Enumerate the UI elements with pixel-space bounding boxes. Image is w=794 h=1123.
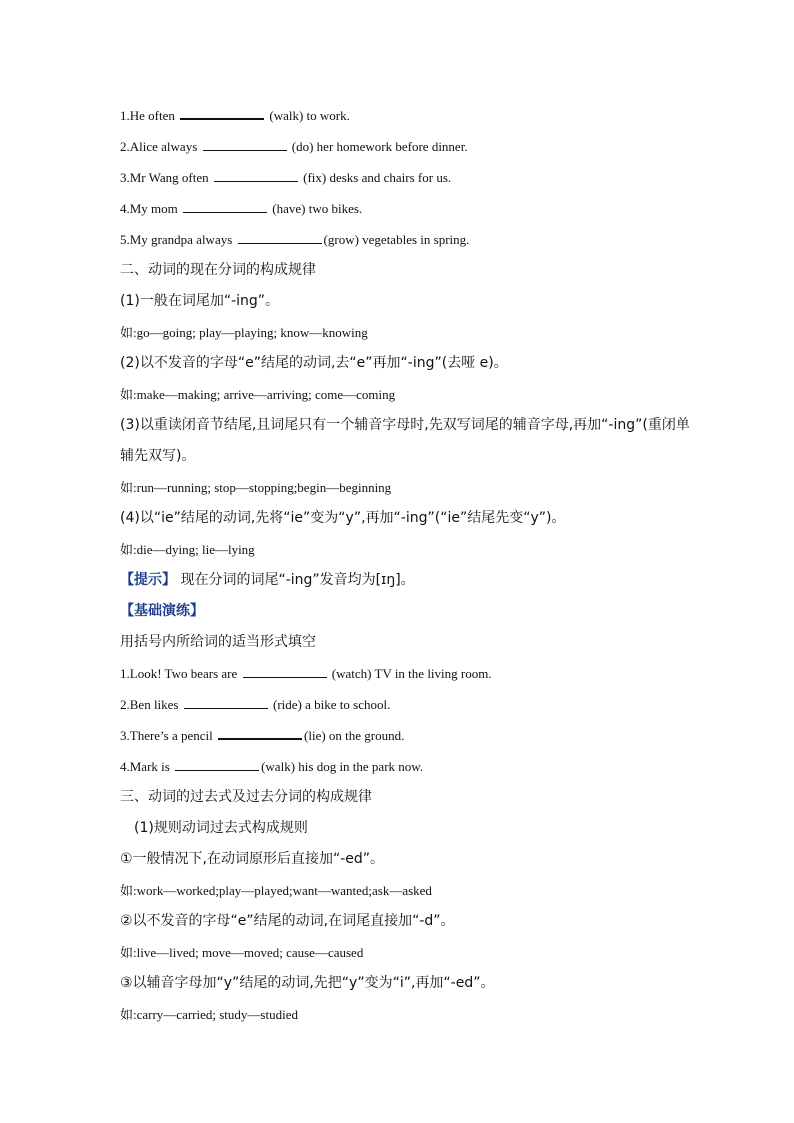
answer-blank[interactable]	[180, 105, 264, 120]
item-text: 4.Mark is	[120, 759, 174, 774]
example-text: 如:carry—carried; study—studied	[120, 1007, 298, 1022]
item-text: (watch) TV in the living room.	[328, 666, 492, 681]
exercise-item	[120, 689, 690, 720]
example-text: 如:run—running; stop—stopping;begin—beginning	[120, 480, 392, 495]
item-text: (grow) vegetables in spring.	[323, 232, 470, 247]
answer-blank[interactable]	[238, 230, 322, 244]
rule-text: (1)一般在词尾加“-ing”。	[120, 293, 280, 309]
tip-label: 【提示】	[120, 572, 176, 588]
answer-blank[interactable]	[203, 137, 287, 151]
rule-text: (4)以“ie”结尾的动词,先将“ie”变为“y”,再加“-ing”(“ie”结尾先变“y”)。	[120, 510, 566, 526]
exercise-item	[120, 224, 690, 255]
rule-text: ②以不发音的字母“e”结尾的动词,在词尾直接加“-d”。	[120, 913, 455, 929]
example-text: 如:go—going; play—playing; know—knowing	[120, 325, 368, 340]
example-text: 如:make—making; arrive—arriving; come—coming	[120, 387, 396, 402]
answer-blank[interactable]	[184, 695, 268, 709]
answer-blank[interactable]	[218, 725, 302, 740]
tip-line	[120, 565, 690, 596]
item-text: 4.My mom	[120, 201, 182, 216]
section-heading: 二、动词的现在分词的构成规律	[120, 262, 316, 278]
item-text: (do) her homework before dinner.	[288, 139, 468, 154]
exercise-item	[120, 162, 690, 193]
instruction: 用括号内所给词的适当形式填空	[120, 634, 316, 650]
item-text: 3.There’s a pencil	[120, 728, 217, 743]
item-text: 5.My grandpa always	[120, 232, 236, 247]
answer-blank[interactable]	[243, 664, 327, 678]
section-heading: 三、动词的过去式及过去分词的构成规律	[120, 789, 372, 805]
item-text: 1.He often	[120, 108, 179, 123]
example-text: 如:die—dying; lie—lying	[120, 542, 255, 557]
item-text: (have) two bikes.	[269, 201, 363, 216]
rule-text: ③以辅音字母加“y”结尾的动词,先把“y”变为“i”,再加“-ed”。	[120, 975, 495, 991]
item-text: (walk) to work.	[266, 108, 350, 123]
answer-blank[interactable]	[214, 168, 298, 182]
item-text: 2.Alice always	[120, 139, 201, 154]
answer-blank[interactable]	[175, 757, 259, 771]
item-text: 1.Look! Two bears are	[120, 666, 241, 681]
tip-text: 现在分词的词尾“-ing”发音均为[ɪŋ]。	[176, 572, 415, 588]
practice-label	[120, 596, 690, 627]
exercise-item	[120, 100, 690, 131]
rule-text: (2)以不发音的字母“e”结尾的动词,去“e”再加“-ing”(去哑 e)。	[120, 355, 508, 371]
item-text: 3.Mr Wang often	[120, 170, 212, 185]
item-text: (fix) desks and chairs for us.	[299, 170, 452, 185]
exercise-item	[120, 658, 690, 689]
practice-label-text: 【基础演练】	[120, 603, 204, 619]
answer-blank[interactable]	[183, 199, 267, 213]
item-text: 2.Ben likes	[120, 697, 182, 712]
item-text: (walk) his dog in the park now.	[261, 759, 424, 774]
rule-text: ①一般情况下,在动词原形后直接加“-ed”。	[120, 851, 385, 867]
rule-text: (3)以重读闭音节结尾,且词尾只有一个辅音字母时,先双写词尾的辅音字母,再加“-ing”(重闭单辅先双写)。	[120, 417, 690, 464]
example-text: 如:live—lived; move—moved; cause—caused	[120, 945, 364, 960]
exercise-item	[120, 720, 690, 751]
exercise-item	[120, 131, 690, 162]
exercise-item	[120, 751, 690, 782]
example-text: 如:work—worked;play—played;want—wanted;ask—asked	[120, 883, 432, 898]
item-text: (lie) on the ground.	[304, 728, 405, 743]
subheading: (1)规则动词过去式构成规则	[134, 820, 308, 836]
item-text: (ride) a bike to school.	[269, 697, 391, 712]
document-page	[120, 100, 690, 1030]
exercise-item	[120, 193, 690, 224]
